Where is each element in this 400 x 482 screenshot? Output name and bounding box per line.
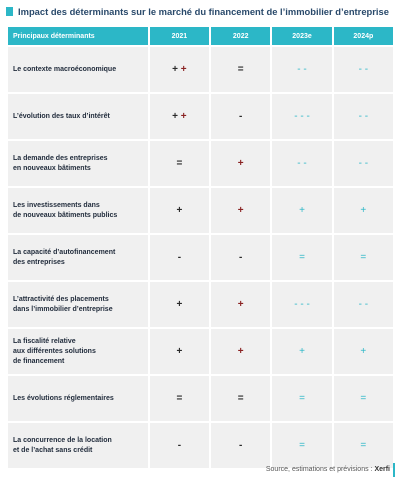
impact-value: = [299,252,305,263]
impact-cell [334,94,393,139]
table-row [8,94,393,139]
impact-value: + [176,299,183,310]
impact-cell [150,329,209,374]
determinant-label-line: La demande des entreprises [13,154,108,162]
impact-value: = [299,440,305,451]
determinant-label-line: de financement [13,357,65,365]
impact-value: = [360,393,367,404]
impact-value: - [177,440,182,451]
table-header-row [8,27,393,45]
impact-cell [211,141,270,186]
impact-value: + [299,346,305,357]
impact-cell [150,282,209,327]
determinant-label-line: et de l’achat sans crédit [13,446,93,454]
impact-value: + [237,158,244,169]
title-row [6,4,394,18]
impact-value: + [237,299,244,310]
impact-value: = [360,252,367,263]
impact-cell [334,329,393,374]
impact-value: = [176,158,183,169]
impact-cell [334,188,393,233]
source-accent-bar [393,463,395,477]
table-row [8,141,393,186]
determinant-label-line: dans l’immobilier d’entreprise [13,305,113,313]
determinant-label-line: La concurrence de la location [13,436,112,444]
header-year: 2021 [150,27,209,45]
determinant-label-line: Les investissements dans [13,201,100,209]
impact-cell [272,329,331,374]
impact-cell [211,282,270,327]
impact-value: - - - [294,299,310,310]
determinant-label [8,141,148,186]
impact-cell [334,47,393,92]
impact-cell [211,94,270,139]
table-row [8,235,393,280]
impact-cell [150,47,209,92]
determinant-label [8,47,148,92]
determinant-label-line: Le contexte macroéconomique [13,65,117,73]
impact-cell [334,282,393,327]
table-row [8,282,393,327]
impact-value [172,111,186,122]
impact-value: - - [297,64,307,75]
impact-cell [150,141,209,186]
table-row [8,47,393,92]
determinants-table [6,25,395,470]
determinant-label-line: La capacité d’autofinancement [13,248,116,256]
impact-cell [272,188,331,233]
determinant-label-line: de nouveaux bâtiments publics [13,211,118,219]
impact-cell [272,94,331,139]
impact-value: - - [358,64,369,75]
determinant-label-line: L’attractivité des placements [13,295,109,303]
impact-value: + [237,205,244,216]
impact-value: - [239,440,243,451]
impact-cell [272,376,331,421]
impact-value: = [237,64,244,75]
impact-cell [211,188,270,233]
impact-cell [272,423,331,468]
table-body [8,47,393,468]
impact-value: - - - [294,111,310,122]
impact-symbol: + [180,64,187,75]
impact-cell [334,376,393,421]
impact-value: = [299,393,305,404]
determinant-label [8,188,148,233]
impact-cell [211,329,270,374]
header-year: 2024p [334,27,393,45]
determinant-label-line: en nouveaux bâtiments [13,164,91,172]
impact-cell [150,188,209,233]
table-row [8,376,393,421]
impact-symbol: + [172,64,178,75]
determinant-label-line: L’évolution des taux d’intérêt [13,112,110,120]
determinant-label [8,376,148,421]
impact-value: + [176,346,183,357]
impact-symbol: + [180,111,187,122]
impact-value: - - [358,111,369,122]
impact-cell [272,282,331,327]
impact-value [172,64,186,75]
determinant-label [8,235,148,280]
impact-cell [272,47,331,92]
determinant-label [8,282,148,327]
impact-cell [150,94,209,139]
impact-cell [211,235,270,280]
determinant-label [8,423,148,468]
impact-value: - [177,252,182,263]
determinant-label-line: aux différentes solutions [13,347,96,355]
impact-value: = [237,393,244,404]
impact-cell [334,141,393,186]
impact-cell [272,141,331,186]
impact-cell [150,376,209,421]
impact-value: - [239,111,243,122]
header-year: 2022 [211,27,270,45]
source-prefix: Source, estimations et prévisions : [265,466,375,473]
page-title: Impact des déterminants sur le marché du financement de l’immobilier d’entreprise [18,5,389,17]
impact-value: - - [297,158,307,169]
table-row [8,188,393,233]
source-brand: Xerfi [374,466,390,473]
impact-cell [211,47,270,92]
impact-value: + [299,205,305,216]
determinant-label-line: des entreprises [13,258,65,266]
impact-cell [150,423,209,468]
impact-value: = [176,393,183,404]
impact-value: - [239,252,243,263]
determinant-label [8,94,148,139]
impact-cell [334,423,393,468]
impact-value: + [176,205,183,216]
impact-cell [334,235,393,280]
impact-value: = [360,440,367,451]
header-determinants: Principaux déterminants [8,27,148,45]
impact-cell [272,235,331,280]
determinant-label-line: Les évolutions réglementaires [13,394,114,402]
table-row [8,329,393,374]
impact-value: + [360,346,367,357]
determinant-label-line: La fiscalité relative [13,337,76,345]
impact-value: + [237,346,244,357]
impact-symbol: + [172,111,178,122]
impact-cell [211,423,270,468]
table-row [8,423,393,468]
impact-value: + [360,205,367,216]
determinant-label [8,329,148,374]
impact-value: - - [358,158,369,169]
square-bullet-icon [6,7,13,16]
impact-cell [211,376,270,421]
source-note [266,466,390,473]
header-year: 2023e [272,27,331,45]
impact-value: - - [358,299,369,310]
impact-cell [150,235,209,280]
